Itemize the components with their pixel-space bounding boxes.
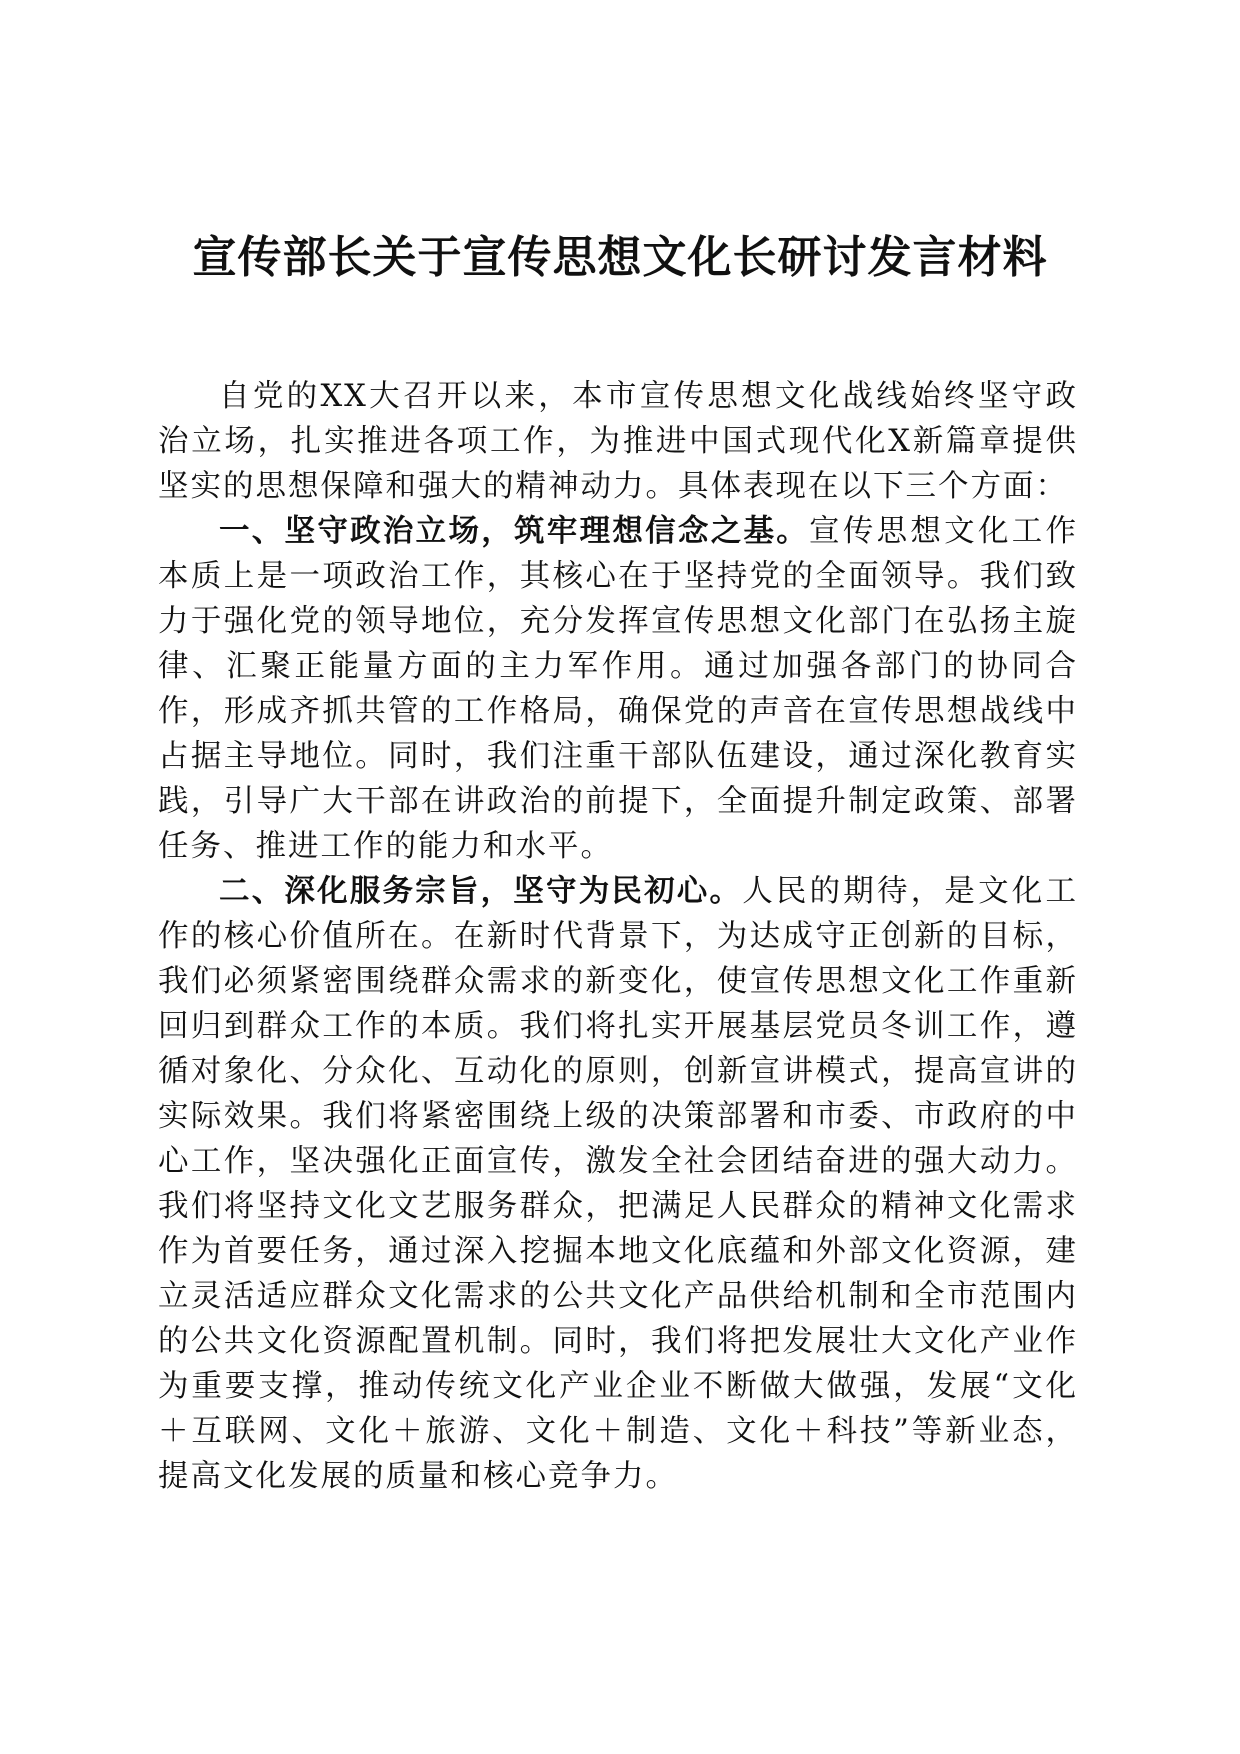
paragraph-section-1 (158, 509, 1078, 869)
paragraph-text: 自党的XX大召开以来，本市宣传思想文化战线始终坚守政治立场，扎实推进各项工作，为推进中国式现代化X新篇章提供坚实的思想保障和强大的精神动力。具体表现在以下三个方面： (158, 379, 1078, 504)
paragraph-text: 人民的期待，是文化工作的核心价值所在。在新时代背景下，为达成守正创新的目标，我们必须紧密围绕群众需求的新变化，使宣传思想文化工作重新回归到群众工作的本质。我们将扎实开展基层党员冬训工作，遵循对象化、分众化、互动化的原则，创新宣讲模式，提高宣讲的实际效果。我们将紧密围绕上级的决策部署和市委、市政府的中心工作，坚决强化正面宣传，激发全社会团结奋进的强大动力。我们将坚持文化文艺服务群众，把满足人民群众的精神文化需求作为首要任务，通过深入挖掘本地文化底蕴和外部文化资源，建立灵活适应群众文化需求的公共文化产品供给机制和全市范围内的公共文化资源配置机制。同时，我们将把发展壮大文化产业作为重要支撑，推动传统文化产业企业不断做大做强，发展“文化＋互联网、文化＋旅游、文化＋制造、文化＋科技”等新业态，提高文化发展的质量和核心竞争力。 (158, 874, 1079, 1494)
document-body (158, 374, 1078, 1499)
paragraph-intro (158, 374, 1078, 509)
paragraph-section-2 (158, 869, 1078, 1499)
document-title: 宣传部长关于宣传思想文化长研讨发言材料 (192, 232, 1048, 283)
section-heading: 一、坚守政治立场，筑牢理想信念之基。 (219, 514, 810, 549)
section-heading: 二、深化服务宗旨，坚守为民初心。 (219, 874, 743, 909)
paragraph-text: 宣传思想文化工作本质上是一项政治工作，其核心在于坚持党的全面领导。我们致力于强化党的领导地位，充分发挥宣传思想文化部门在弘扬主旋律、汇聚正能量方面的主力军作用。通过加强各部门的协同合作，形成齐抓共管的工作格局，确保党的声音在宣传思想战线中占据主导地位。同时，我们注重干部队伍建设，通过深化教育实践，引导广大干部在讲政治的前提下，全面提升制定政策、部署任务、推进工作的能力和水平。 (158, 514, 1079, 864)
